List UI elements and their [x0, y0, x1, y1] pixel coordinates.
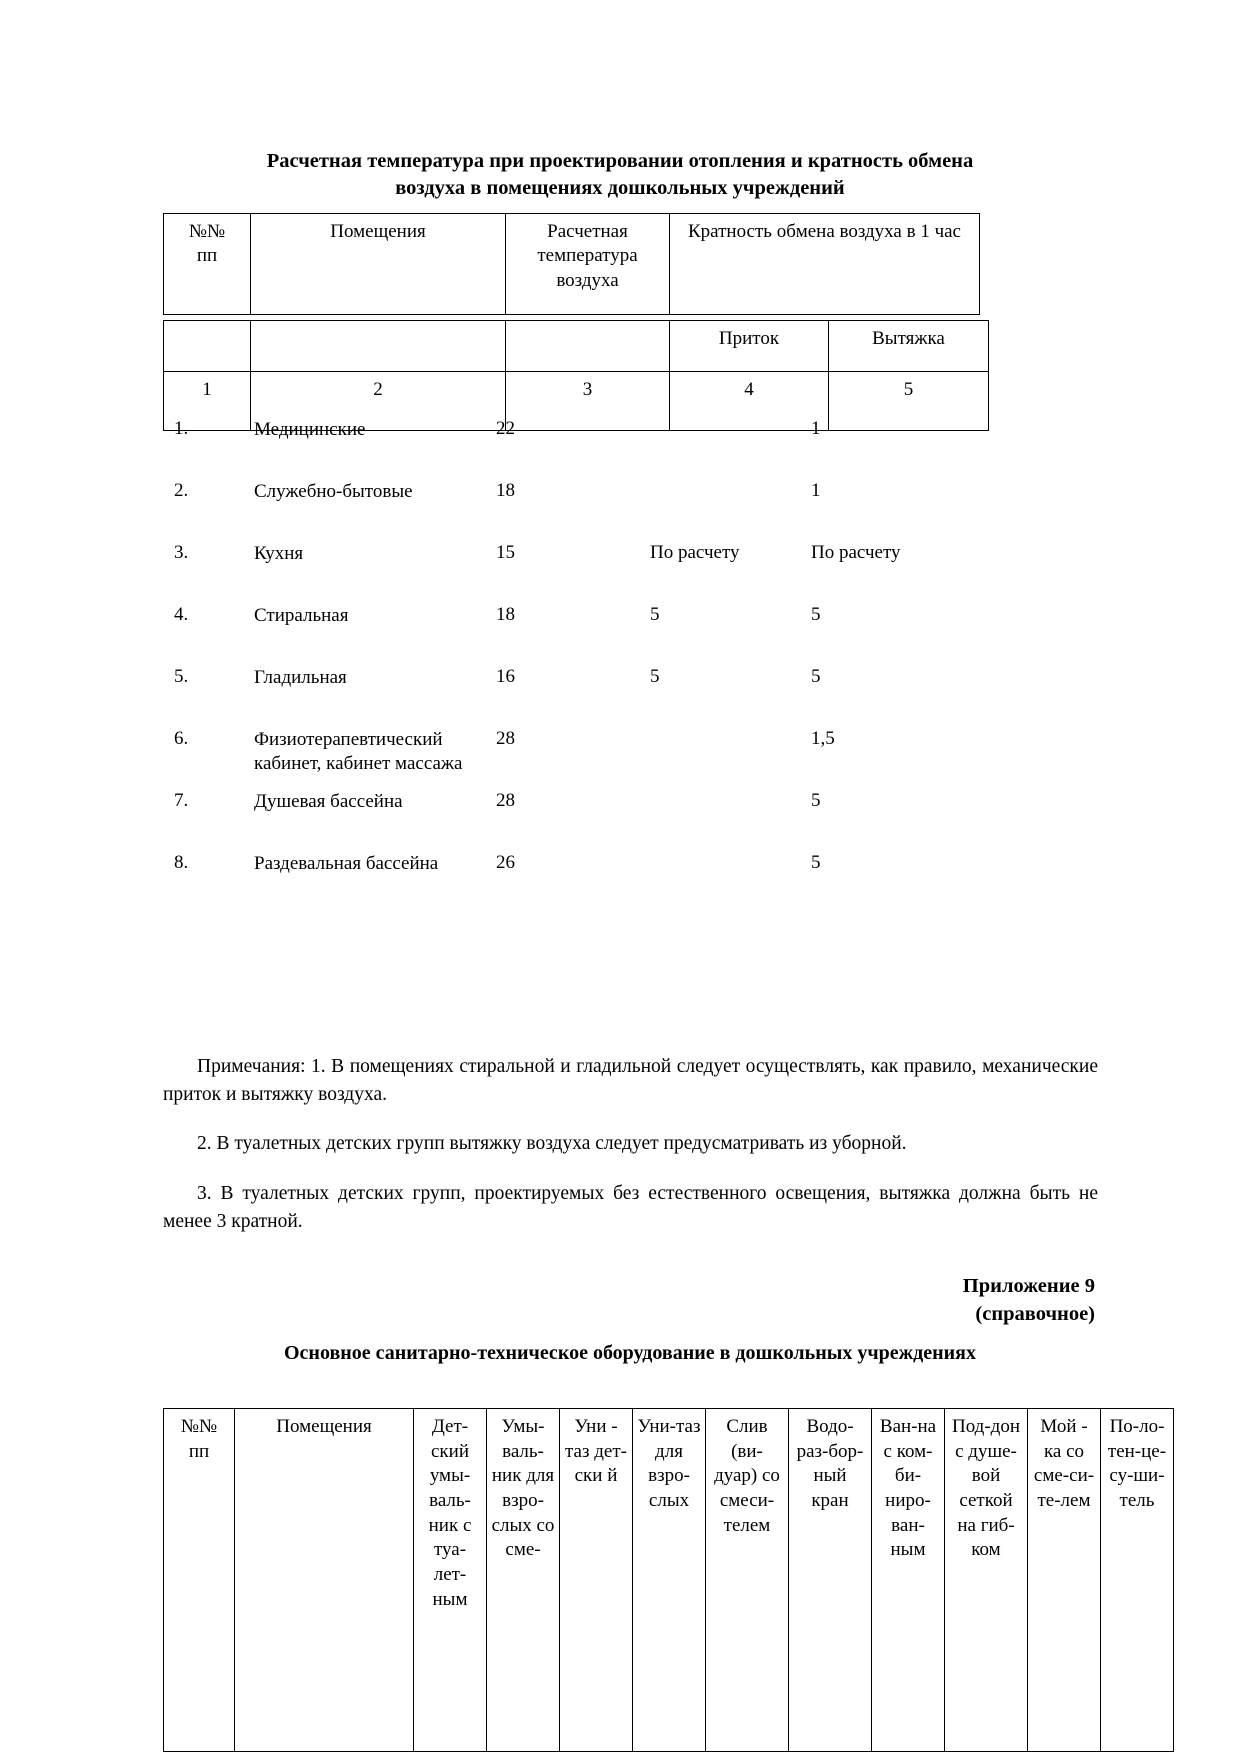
- subheader-cell-1: [164, 321, 251, 372]
- equip-header-bath-combined: Ван-на с ком-би-ниро-ван-ным: [872, 1409, 945, 1752]
- column-number-2: 2: [251, 372, 506, 431]
- cell-temperature: 28: [496, 790, 515, 811]
- equip-header-number-line-2: пп: [188, 1440, 210, 1462]
- cell-exhaust: 5: [811, 666, 821, 687]
- subheader-cell-2: [251, 321, 506, 372]
- cell-inflow: По расчету: [650, 542, 740, 563]
- equip-header-sink-mixer: Мой - ка со сме-си-те-лем: [1028, 1409, 1101, 1752]
- table-2-equipment: [163, 1408, 1174, 1752]
- cell-number: 5.: [174, 666, 189, 687]
- equip-header-water-tap: Водо-раз-бор-ный кран: [789, 1409, 872, 1752]
- cell-temperature: 18: [496, 480, 515, 501]
- header-temp-line-2: температура: [537, 245, 638, 267]
- table-row: [163, 542, 983, 604]
- table-1-subheader: [163, 320, 989, 431]
- table-row: [163, 418, 983, 480]
- cell-temperature: 16: [496, 666, 515, 687]
- equip-header-sink-viduar: Слив (ви-дуар) со смеси-телем: [706, 1409, 789, 1752]
- cell-number: 3.: [174, 542, 189, 563]
- section-title-block: [160, 1340, 1100, 1366]
- page-title-line-2: воздуха в помещениях дошкольных учреждений: [395, 177, 845, 200]
- cell-exhaust: 5: [811, 852, 821, 873]
- appendix-label-block: [963, 1272, 1095, 1329]
- table-row: [163, 852, 983, 914]
- equip-header-adult-toilet: Уни-таз для взро-слых: [633, 1409, 706, 1752]
- cell-inflow: 5: [650, 666, 660, 687]
- cell-temperature: 26: [496, 852, 515, 873]
- table-1-body: [163, 418, 983, 914]
- cell-number: 6.: [174, 728, 189, 749]
- subheader-cell-inflow: Приток: [670, 321, 829, 372]
- equip-header-premises: Помещения: [235, 1409, 414, 1752]
- equip-header-child-toilet: Уни - таз дет-ски й: [560, 1409, 633, 1752]
- cell-temperature: 15: [496, 542, 515, 563]
- appendix-kind: (справочное): [975, 1303, 1095, 1326]
- cell-exhaust: 1,5: [811, 728, 835, 749]
- header-cell-temperature: [506, 214, 670, 315]
- header-number-line-1: №№: [188, 221, 226, 242]
- cell-number: 7.: [174, 790, 189, 811]
- column-number-3: 3: [506, 372, 670, 431]
- cell-temperature: 22: [496, 418, 515, 439]
- cell-premises: Раздевальная бассейна: [254, 853, 439, 874]
- equip-header-adult-washbasin: Умы-валь-ник для взро-слых со сме-: [487, 1409, 560, 1752]
- cell-number: 2.: [174, 480, 189, 501]
- cell-exhaust: 5: [811, 604, 821, 625]
- table-row: [163, 666, 983, 728]
- equip-header-towel-dryer: По-ло-тен-це-су-ши-тель: [1101, 1409, 1174, 1752]
- cell-exhaust: 1: [811, 480, 821, 501]
- cell-premises: Стиральная: [254, 605, 349, 626]
- column-number-4: 4: [670, 372, 829, 431]
- cell-number: 4.: [174, 604, 189, 625]
- subheader-cell-3: [506, 321, 670, 372]
- cell-exhaust: 5: [811, 790, 821, 811]
- table-row: [164, 214, 980, 315]
- cell-exhaust: 1: [811, 418, 821, 439]
- header-cell-premises: Помещения: [251, 214, 506, 315]
- cell-number: 1.: [174, 418, 189, 439]
- cell-premises: Служебно-бытовые: [254, 481, 413, 502]
- column-number-5: 5: [829, 372, 989, 431]
- header-temp-line-1: Расчетная: [547, 221, 628, 242]
- note-2: 2. В туалетных детских групп вытяжку воздуха следует предусматривать из уборной.: [197, 1133, 907, 1155]
- header-temp-line-3: воздуха: [556, 269, 619, 291]
- equip-header-shower-tray: Под-дон с душе-вой сеткой на гиб-ком: [945, 1409, 1028, 1752]
- column-number-1: 1: [164, 372, 251, 431]
- table-row: [163, 480, 983, 542]
- table-row: [163, 728, 983, 790]
- cell-premises: Кухня: [254, 543, 304, 564]
- header-cell-number: [164, 214, 251, 315]
- cell-premises: Физиотерапевтический кабинет, кабинет массажа: [254, 729, 463, 775]
- section-title: Основное санитарно-техническое оборудование в дошкольных учреждениях: [283, 1342, 977, 1364]
- cell-temperature: 28: [496, 728, 515, 749]
- page-title-block: [180, 148, 1060, 202]
- header-number-line-2: пп: [196, 245, 218, 267]
- cell-exhaust: По расчету: [811, 542, 901, 563]
- appendix-number: Приложение 9: [962, 1275, 1095, 1297]
- equip-header-number-line-1: №№: [180, 1416, 218, 1437]
- cell-temperature: 18: [496, 604, 515, 625]
- equip-header-child-washbasin: Дет-ский умы-валь-ник с туа-лет-ным: [414, 1409, 487, 1752]
- page-title-line-1: Расчетная температура при проектировании отопления и кратность обмена: [266, 150, 974, 172]
- cell-inflow: 5: [650, 604, 660, 625]
- note-1: Примечания: 1. В помещениях стиральной и гладильной следует осуществлять, как правило, механические приток и вытяжку воздуха.: [163, 1056, 1098, 1105]
- cell-premises: Душевая бассейна: [254, 791, 403, 812]
- cell-premises: Медицинские: [254, 419, 366, 440]
- header-cell-air-exchange: Кратность обмена воздуха в 1 час: [670, 214, 980, 315]
- table-1-header: [163, 213, 980, 315]
- notes-section: [163, 1053, 1098, 1235]
- table-row: [163, 790, 983, 852]
- table-row: [164, 1409, 1174, 1752]
- equip-header-number: [164, 1409, 235, 1752]
- cell-premises: Гладильная: [254, 667, 347, 688]
- table-row: [163, 604, 983, 666]
- subheader-cell-exhaust: Вытяжка: [829, 321, 989, 372]
- note-3: 3. В туалетных детских групп, проектируемых без естественного освещения, вытяжка должна быть не менее 3 кратной.: [163, 1183, 1098, 1232]
- cell-number: 8.: [174, 852, 189, 873]
- table-row: [164, 321, 989, 372]
